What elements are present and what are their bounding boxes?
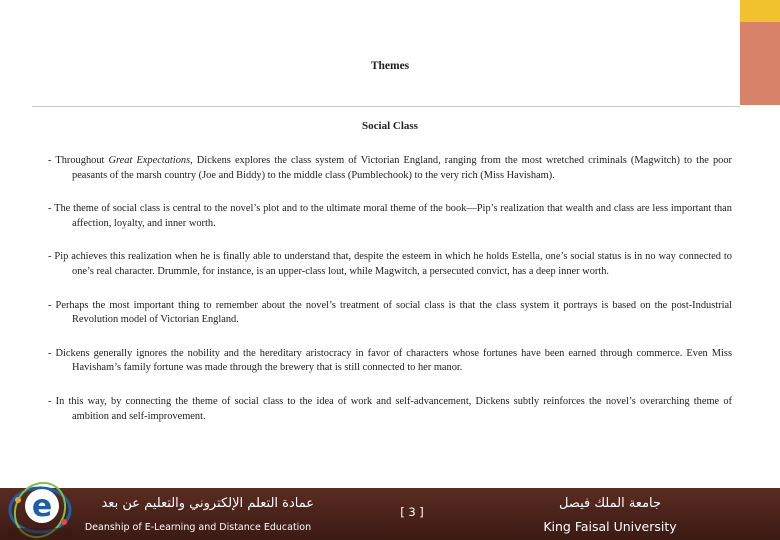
accent-bar-yellow [740,0,780,22]
slide-content [48,154,732,443]
paragraph-1 [48,154,732,183]
paragraph-2: - The theme of social class is central to the novel’s plot and to the ultimate moral theme of the book—Pip’s realization that wealth and class are less important than affection, loyalty, and inner worth. [48,203,732,229]
page-number: [ 3 ] [400,505,424,519]
slide-subtitle: Social Class [362,120,418,132]
slide-title: Themes [370,60,410,72]
paragraph-5: - Dickens generally ignores the nobility and the hereditary aristocracy in favor of characters whose fortunes have been earned through commerce. Even Miss Havisham’s family fortune was made through the brewery that is still connected to her manor. [48,347,732,374]
deanship-arabic-name: عمادة التعلم الإلكتروني والتعليم عن بعد [101,496,314,511]
paragraph-3: - Pip achieves this realization when he is finally able to understand that, despite the esteem in which he holds Estella, one’s social status is in no way connected to one’s real character. Drummle, for instance, is an upper-class lout, while Magwitch, a persecuted convict, has a deep inner worth. [48,251,732,277]
paragraph-1-rest: , Dickens explores the class system of Victorian England, ranging from the most wretched criminals (Magwitch) to the poor peasants of the marsh country (Joe and Biddy) to the middle class (Pumblechook) to the very rich (Miss Havisham). [72,155,733,181]
svg-text:e: e [31,489,53,524]
university-arabic-name: جامعة الملك فيصل [558,496,662,511]
paragraph-1-lead: - Throughout [48,155,109,166]
paragraph-4: - Perhaps the most important thing to remember about the novel’s treatment of social class is that the class system it portrays is based on the post-Industrial Revolution model of Victorian England. [48,299,732,326]
book-title-italic: Great Expectations [108,155,191,166]
header-divider [32,106,740,107]
deanship-e-logo-icon [4,470,76,540]
deanship-english-name: Deanship of E-Learning and Distance Education [84,522,312,533]
university-english-name: King Faisal University [543,519,677,534]
paragraph-6: - In this way, by connecting the theme of social class to the idea of work and self-advancement, Dickens subtly reinforces the novel’s overarching theme of ambition and self-improvement. [48,395,732,422]
